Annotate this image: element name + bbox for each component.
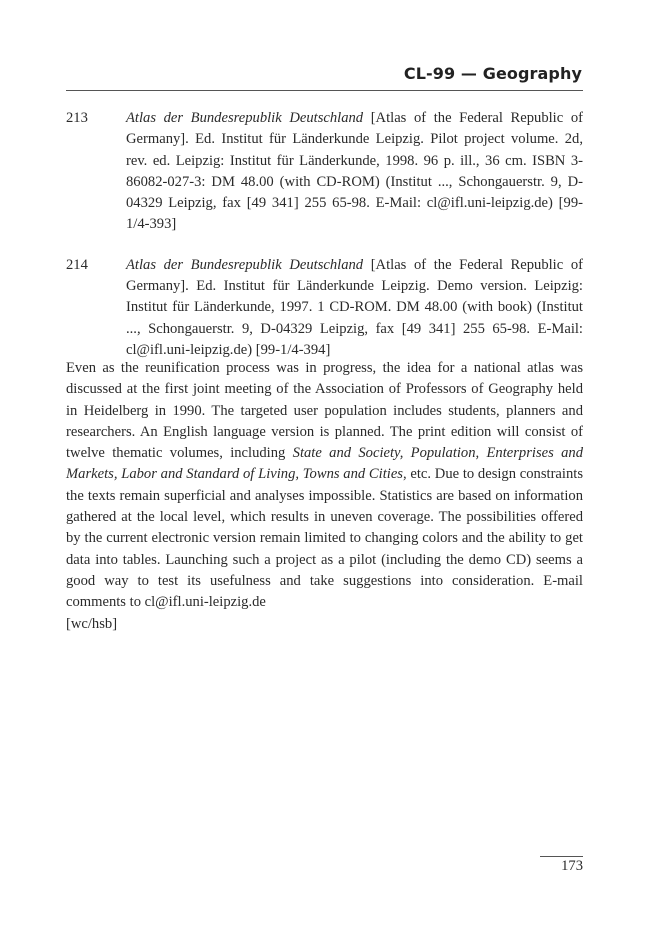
bibliography-entries (66, 108, 583, 380)
entry-details: [Atlas of the Federal Republic of Germany]. Ed. Institut für Länderkunde Leipzig. Pilot project volume. 2d, rev. ed. Leipzig: Institut für Länderkunde, 1998. 96 p. ill., 36 cm. ISBN 3-86082-027-3: DM 48.00 (with CD-ROM) (Institut ..., Schongauerstr. 9, D-04329 Leipzig, fax [49 341] 255 65-98. E-Mail: cl@ifl.uni-leipzig.de) [99-1/4-393] (126, 110, 583, 233)
header-rule (66, 90, 583, 91)
running-head: CL-99 — Geography (403, 64, 582, 83)
entry-details: [Atlas of the Federal Republic of Germany]. Ed. Institut für Länderkunde Leipzig. Demo version. Leipzig: Institut für Länderkunde, 1997. 1 CD-ROM. DM 48.00 (with book) (Institut ..., Schongauerstr. 9, D-04329 Leipzig, fax [49 341] 255 65-98. E-Mail: cl@ifl.uni-leipzig.de) [99-1/4-394] (126, 256, 583, 358)
review-commentary (66, 358, 583, 635)
entry-214 (66, 255, 583, 361)
reviewer-signature: [wc/hsb] (66, 615, 118, 632)
entry-213 (66, 108, 583, 236)
review-text-part2: , etc. Due to design constraints the texts remain superficial and analyses impossible. Statistics are based on information gathered at the local level, which results in uneven coverage. The possibilities offered by the current electronic version remain limited to changing colors and the ability to get data into tables. Launching such a project as a pilot (including the demo CD) seems a good way to test its usefulness and take suggestions into consideration. E-mail comments to cl@ifl.uni-leipzig.de (66, 466, 583, 611)
review-paragraph (66, 358, 583, 614)
footer-rule (540, 856, 583, 857)
entry-number: 214 (66, 256, 88, 273)
entry-title: Atlas der Bundesrepublik Deutschland (126, 110, 364, 126)
entry-number: 213 (66, 110, 88, 126)
page-number: 173 (561, 858, 583, 874)
entry-citation (126, 255, 583, 361)
review-volume-list: State and Society, Population, Enterprises and Markets, Labor and Standard of Living, Towns and Cities (66, 445, 583, 483)
review-text-part1: Even as the reunification process was in progress, the idea for a national atlas was discussed at the first joint meeting of the Association of Professors of Geography held in Heidelberg in 1990. The targeted user population includes students, planners and researchers. An English language version is planned. The print edition will consist of twelve thematic volumes, including (66, 360, 583, 462)
entry-title: Atlas der Bundesrepublik Deutschland (126, 256, 364, 273)
entry-citation (126, 108, 583, 236)
